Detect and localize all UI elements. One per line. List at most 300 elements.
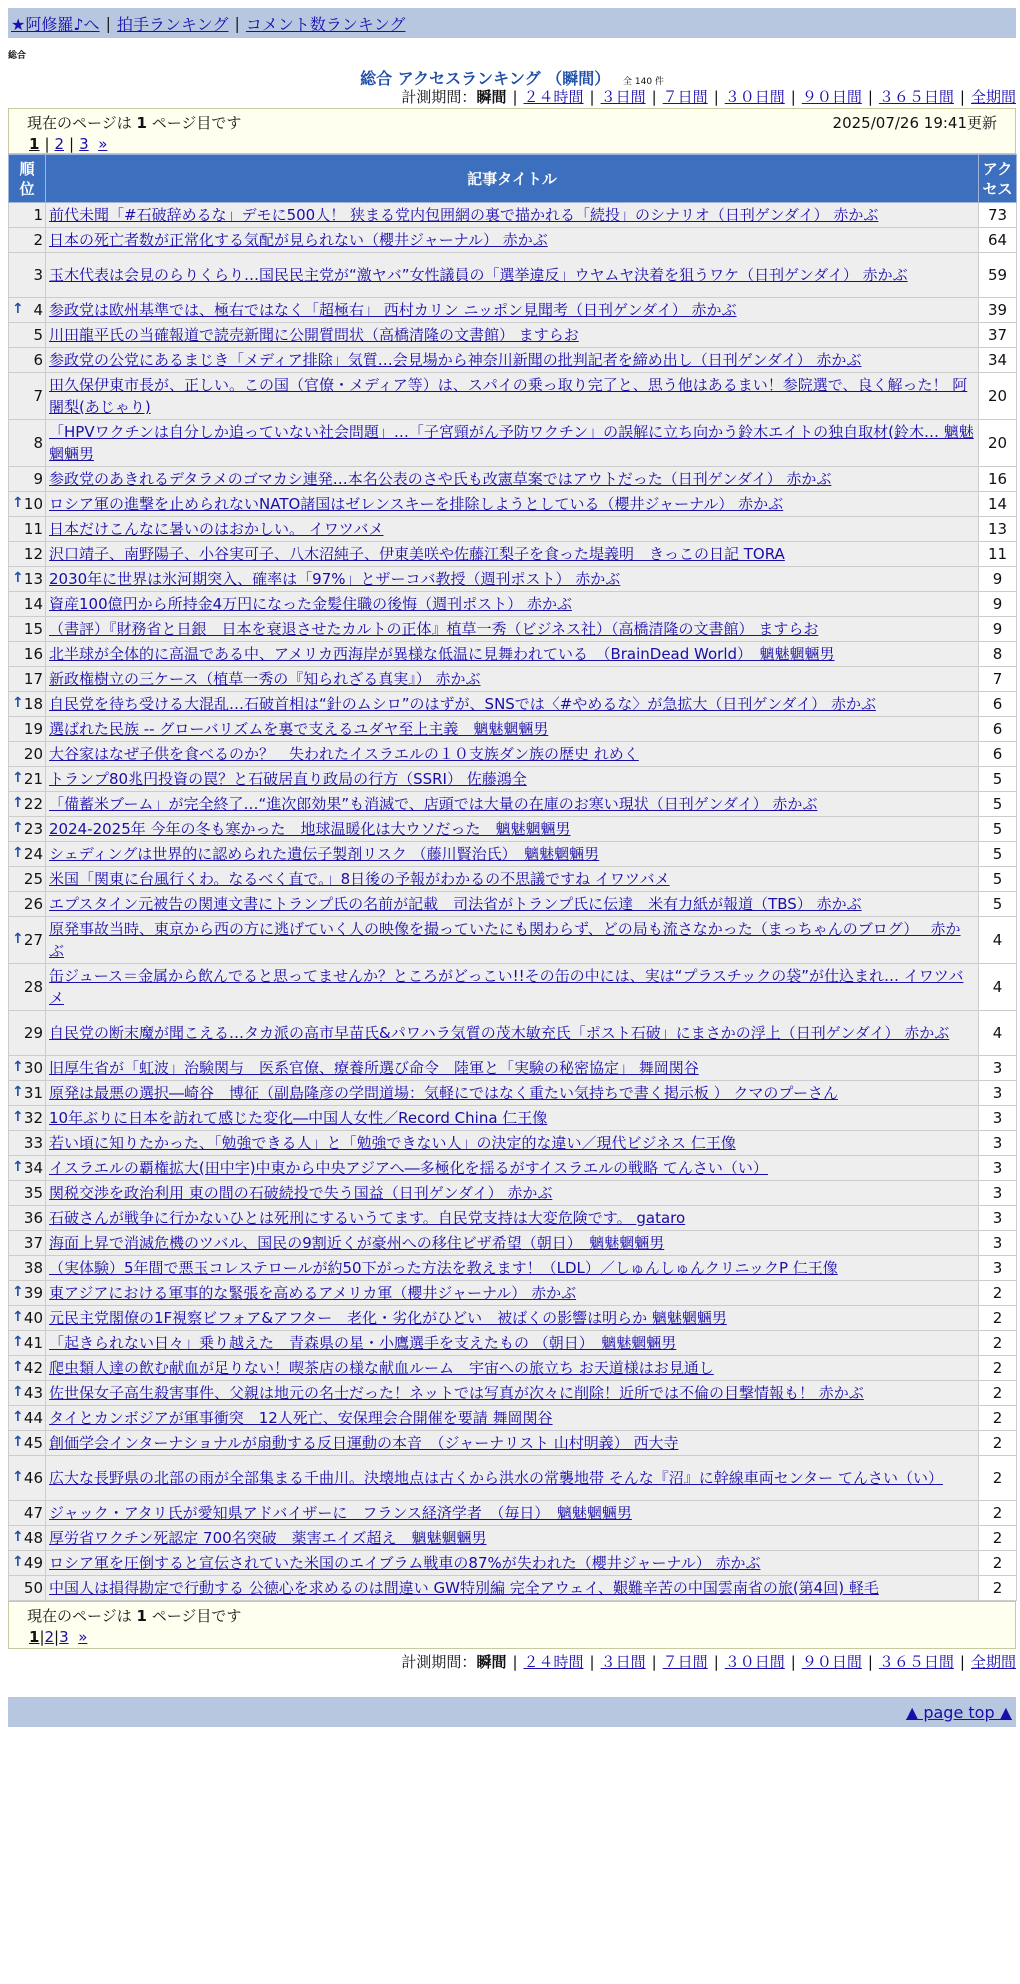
title-cell <box>46 867 979 892</box>
access-count: 2 <box>979 1431 1017 1456</box>
page-link[interactable]: 2 <box>44 1628 55 1646</box>
table-row <box>9 420 1017 467</box>
table-row <box>9 1306 1017 1331</box>
access-count: 5 <box>979 817 1017 842</box>
rank-cell <box>9 1331 46 1356</box>
pagination-box-top <box>8 108 1016 154</box>
rank-up-arrow-icon: ↑ <box>12 1084 24 1100</box>
article-link[interactable]: ロシア軍の進撃を止められないNATO諸国はゼレンスキーを排除しようとしている（櫻井ジャーナル） 赤かぶ <box>49 495 784 513</box>
table-row <box>9 817 1017 842</box>
rank-cell <box>9 567 46 592</box>
title-cell <box>46 467 979 492</box>
article-link[interactable]: 広大な長野県の北部の雨が全部集まる千曲川。決壊地点は古くから洪水の常襲地帯 そんな『沼』に幹線車両センター てんさい（い） <box>49 1469 943 1487</box>
article-link[interactable]: 関税交渉を政治利用 東の間の石破続投で失う国益（日刊ゲンダイ） 赤かぶ <box>49 1184 553 1202</box>
article-link[interactable]: 2030年に世界は氷河期突入、確率は「97%」とザーコバ教授（週刊ポスト） 赤かぶ <box>49 570 621 588</box>
table-row <box>9 842 1017 867</box>
article-link[interactable]: ロシア軍を圧倒すると宣伝されていた米国のエイブラム戦車の87%が失われた（櫻井ジャーナル） 赤かぶ <box>49 1554 761 1572</box>
title-cell <box>46 1181 979 1206</box>
access-header: アク セス <box>979 155 1017 203</box>
title-cell <box>46 323 979 348</box>
pager-separator: | <box>69 135 75 153</box>
rank-up-arrow-icon: ↑ <box>12 1384 24 1400</box>
table-row <box>9 1331 1017 1356</box>
rank-number: 22 <box>23 795 43 813</box>
page-title-line <box>8 66 1016 86</box>
access-count: 2 <box>979 1331 1017 1356</box>
rank-header: 順 位 <box>9 155 46 203</box>
page-link[interactable]: 3 <box>79 135 89 153</box>
comment-ranking-link[interactable]: コメント数ランキング <box>245 14 406 34</box>
title-header: 記事タイトル <box>46 155 979 203</box>
rank-number: 25 <box>23 870 43 888</box>
article-link[interactable]: 原発事故当時、東京から西の方に逃げていく人の映像を撮っていたにも関わらず、どの局も流さなかった（まっちゃんのブログ） 赤かぶ <box>49 920 961 960</box>
article-link[interactable]: エプスタイン元被告の関連文書にトランプ氏の名前が記載 司法省がトランプ氏に伝達 米有力紙が報道（TBS） 赤かぶ <box>49 895 862 913</box>
rank-cell <box>9 717 46 742</box>
table-row <box>9 492 1017 517</box>
rank-number: 49 <box>23 1554 43 1572</box>
article-link[interactable]: 中国人は損得勘定で行動する 公徳心を求めるのは間違い GW特別編 完全アウェイ、艱難辛苦の中国雲南省の旅(第4回) 軽毛 <box>49 1579 879 1597</box>
article-link[interactable]: トランプ80兆円投資の罠？と石破居直り政局の行方（SSRI） 佐藤鴻全 <box>49 770 527 788</box>
article-link[interactable]: 海面上昇で消滅危機のツバル、国民の9割近くが豪州への移住ビザ希望（朝日） 魑魅魍魎男 <box>49 1234 665 1252</box>
title-cell <box>46 842 979 867</box>
article-link[interactable]: 田久保伊東市長が、正しい。この国（官僚・メディア等）は、スパイの乗っ取り完了と、思う他はあるまい！参院選で、良く解った！ 阿闍梨(あじゃり) <box>49 376 968 416</box>
table-row <box>9 792 1017 817</box>
title-cell <box>46 1431 979 1456</box>
article-link[interactable]: イスラエルの覇権拡大(田中宇)中東から中央アジアへ―多極化を揺るがすイスラエルの戦略 てんさい（い） <box>49 1159 768 1177</box>
table-row <box>9 964 1017 1011</box>
rank-number: 19 <box>23 720 43 738</box>
title-cell <box>46 542 979 567</box>
rank-up-arrow-icon: ↑ <box>12 1434 24 1450</box>
rank-cell <box>9 1526 46 1551</box>
rank-cell <box>9 253 46 298</box>
rank-up-arrow-icon: ↑ <box>12 301 24 317</box>
table-row <box>9 742 1017 767</box>
access-count: 2 <box>979 1526 1017 1551</box>
access-count: 13 <box>979 517 1017 542</box>
title-cell <box>46 373 979 420</box>
access-count: 2 <box>979 1576 1017 1601</box>
title-cell <box>46 667 979 692</box>
rank-number: 15 <box>23 620 43 638</box>
rank-cell <box>9 742 46 767</box>
rank-number: 39 <box>23 1284 43 1302</box>
period-link[interactable]: ３日間 <box>600 1653 646 1671</box>
pager <box>27 134 997 154</box>
rank-number: 34 <box>23 1159 43 1177</box>
title-cell <box>46 592 979 617</box>
title-cell <box>46 1406 979 1431</box>
rank-cell <box>9 420 46 467</box>
article-link[interactable]: 参政党のあきれるデタラメのゴマカシ連発…本名公表のさや氏も改憲草案ではアウトだった（日刊ゲンダイ） 赤かぶ <box>49 470 832 488</box>
rank-up-arrow-icon: ↑ <box>12 931 24 947</box>
rank-number: 8 <box>33 434 43 452</box>
article-link[interactable]: 自民党の断末魔が聞こえる…タカ派の高市早苗氏&パワハラ気質の茂木敏充氏「ポスト石破」にまさかの浮上（日刊ゲンダイ） 赤かぶ <box>49 1024 950 1042</box>
next-page-link[interactable]: » <box>98 135 108 153</box>
rank-number: 5 <box>33 326 43 344</box>
rank-number: 7 <box>33 387 43 405</box>
access-count: 8 <box>979 642 1017 667</box>
rank-cell <box>9 892 46 917</box>
period-separator: | <box>651 88 657 106</box>
access-count: 2 <box>979 1551 1017 1576</box>
period-link[interactable]: 全期間 <box>970 1653 1016 1671</box>
table-row <box>9 1356 1017 1381</box>
rank-number: 42 <box>23 1359 43 1377</box>
article-link[interactable]: 厚労省ワクチン死認定 700名突破 薬害エイズ超え 魑魅魍魎男 <box>49 1529 487 1547</box>
rank-cell <box>9 1181 46 1206</box>
rank-number: 32 <box>23 1109 43 1127</box>
title-cell <box>46 1081 979 1106</box>
rank-up-arrow-icon: ↑ <box>12 1334 24 1350</box>
title-cell <box>46 692 979 717</box>
rank-up-arrow-icon: ↑ <box>12 820 24 836</box>
title-cell <box>46 1551 979 1576</box>
rank-number: 45 <box>23 1434 43 1452</box>
table-row <box>9 1231 1017 1256</box>
period-link[interactable]: ３０日間 <box>724 1653 785 1671</box>
access-count: 6 <box>979 717 1017 742</box>
title-cell <box>46 892 979 917</box>
period-link[interactable]: ７日間 <box>662 1653 708 1671</box>
period-separator: | <box>512 88 518 106</box>
current-page-text: 現在のページは 1 ページ目です <box>27 114 242 132</box>
period-link[interactable]: ９０日間 <box>801 1653 862 1671</box>
access-count: 6 <box>979 742 1017 767</box>
title-cell <box>46 1381 979 1406</box>
table-row <box>9 1431 1017 1456</box>
article-link[interactable]: 佐世保女子高生殺害事件、父親は地元の名士だった！ネットでは写真が次々に削除！近所では不倫の目撃情報も！ 赤かぶ <box>49 1384 864 1402</box>
period-link[interactable]: ２４時間 <box>523 88 584 106</box>
article-link[interactable]: （書評）『財務省と日銀 日本を衰退させたカルトの正体』植草一秀（ビジネス社）（高橋清隆の文書館） ますらお <box>49 620 819 638</box>
article-link[interactable]: 玉木代表は会見のらりくらり…国民民主党が“激ヤバ”女性議員の「選挙違反」ウヤムヤ決着を狙うワケ（日刊ゲンダイ） 赤かぶ <box>49 266 908 284</box>
period-link[interactable]: 全期間 <box>970 88 1016 106</box>
article-link[interactable]: タイとカンボジアが軍事衝突 12人死亡、安保理会合開催を要請 舞岡関谷 <box>49 1409 553 1427</box>
article-link[interactable]: 参政党の公党にあるまじき「メディア排除」気質…会見場から神奈川新聞の批判記者を締め出し（日刊ゲンダイ） 赤かぶ <box>49 351 862 369</box>
title-cell <box>46 792 979 817</box>
page-title: 総合 アクセスランキング （瞬間） <box>360 69 611 88</box>
title-cell <box>46 1281 979 1306</box>
access-count: 3 <box>979 1056 1017 1081</box>
rank-cell <box>9 373 46 420</box>
article-link[interactable]: 爬虫類人達の飲む献血が足りない！喫茶店の様な献血ルーム 宇宙への旅立ち お天道様はお見通し <box>49 1359 714 1377</box>
table-row <box>9 567 1017 592</box>
page-link[interactable]: 3 <box>59 1628 69 1646</box>
rank-cell <box>9 792 46 817</box>
period-separator: | <box>589 1653 595 1671</box>
title-cell <box>46 1356 979 1381</box>
rank-up-arrow-icon: ↑ <box>12 1109 24 1125</box>
access-count: 3 <box>979 1081 1017 1106</box>
access-count: 2 <box>979 1456 1017 1501</box>
article-link[interactable]: 「備蓄米ブーム」が完全終了…“進次郎効果”も消滅で、店頭では大量の在庫のお寒い現状（日刊ゲンダイ） 赤かぶ <box>49 795 818 813</box>
pager-separator: | <box>54 1628 60 1646</box>
nav-separator: | <box>105 13 111 33</box>
rank-number: 30 <box>23 1059 43 1077</box>
rank-cell <box>9 964 46 1011</box>
rank-cell <box>9 1551 46 1576</box>
home-link[interactable]: ★阿修羅♪へ <box>11 14 100 34</box>
rank-number: 28 <box>23 978 43 996</box>
title-cell <box>46 1206 979 1231</box>
title-cell <box>46 1056 979 1081</box>
article-link[interactable]: 日本だけこんなに暑いのはおかしい。 イワツバメ <box>49 520 384 538</box>
rank-cell <box>9 1431 46 1456</box>
article-link[interactable]: 元民主党閣僚の1F視察ビフォア&アフター 老化・劣化がひどい 被ばくの影響は明らか 魑魅魍魎男 <box>49 1309 727 1327</box>
next-page-link[interactable]: » <box>78 1628 88 1646</box>
rank-number: 21 <box>23 770 43 788</box>
table-row <box>9 253 1017 298</box>
table-row <box>9 892 1017 917</box>
period-label: 計測期間： <box>401 1653 477 1671</box>
period-selector <box>8 86 1016 108</box>
period-link[interactable]: ３０日間 <box>724 88 785 106</box>
rank-number: 17 <box>23 670 43 688</box>
rank-cell <box>9 767 46 792</box>
access-count: 3 <box>979 1206 1017 1231</box>
rank-number: 50 <box>23 1579 43 1597</box>
table-row <box>9 917 1017 964</box>
rank-number: 48 <box>23 1529 43 1547</box>
title-cell <box>46 228 979 253</box>
rank-number: 31 <box>23 1084 43 1102</box>
period-link[interactable]: ３６５日間 <box>878 88 954 106</box>
rank-number: 47 <box>23 1504 43 1522</box>
table-row <box>9 1501 1017 1526</box>
rank-number: 1 <box>33 206 43 224</box>
access-count: 2 <box>979 1356 1017 1381</box>
rank-cell <box>9 542 46 567</box>
rank-up-arrow-icon: ↑ <box>12 495 24 511</box>
period-separator: | <box>512 1653 518 1671</box>
title-cell <box>46 1526 979 1551</box>
rank-number: 10 <box>23 495 43 513</box>
rank-cell <box>9 492 46 517</box>
rank-cell <box>9 1576 46 1601</box>
period-link[interactable]: ９０日間 <box>801 88 862 106</box>
rank-cell <box>9 467 46 492</box>
period-selector-bottom <box>8 1651 1016 1673</box>
rank-cell <box>9 1456 46 1501</box>
rank-cell <box>9 867 46 892</box>
title-cell <box>46 1156 979 1181</box>
period-separator: | <box>790 88 796 106</box>
rank-number: 16 <box>23 645 43 663</box>
rank-up-arrow-icon: ↑ <box>12 1469 24 1485</box>
period-separator: | <box>867 88 873 106</box>
table-row <box>9 592 1017 617</box>
total-count: 全 140 件 <box>623 77 664 87</box>
title-cell <box>46 1331 979 1356</box>
access-count: 3 <box>979 1131 1017 1156</box>
rank-up-arrow-icon: ↑ <box>12 1554 24 1570</box>
table-row <box>9 1281 1017 1306</box>
table-row <box>9 203 1017 228</box>
rank-cell <box>9 1156 46 1181</box>
article-link[interactable]: 米国「関東に台風行くわ。なるべく直で。」8日後の予報がわかるの不思議ですね イワツバメ <box>49 870 670 888</box>
article-link[interactable]: 缶ジュース＝金属から飲んでると思ってませんか？ところがどっこい!!その缶の中には、実は“プラスチックの袋”が仕込まれ… イワツバメ <box>49 967 964 1007</box>
pager-bottom <box>27 1627 997 1647</box>
rank-up-arrow-icon: ↑ <box>12 570 24 586</box>
access-count: 9 <box>979 617 1017 642</box>
article-link[interactable]: 「HPVワクチンは自分しか追っていない社会問題」…「子宮頸がん予防ワクチン」の誤解に立ち向かう鈴木エイトの独自取材(鈴木… 魑魅魍魎男 <box>49 423 974 463</box>
rank-number: 36 <box>23 1209 43 1227</box>
access-count: 2 <box>979 1406 1017 1431</box>
article-link[interactable]: 若い頃に知りたかった、「勉強できる人」と「勉強できない人」の決定的な違い／現代ビジネス 仁王像 <box>49 1134 736 1152</box>
access-count: 2 <box>979 1281 1017 1306</box>
article-link[interactable]: 自民党を待ち受ける大混乱…石破首相は“針のムシロ”のはずが、SNSでは〈#やめるな〉が急拡大（日刊ゲンダイ） 赤かぶ <box>49 695 876 713</box>
table-row <box>9 1526 1017 1551</box>
article-link[interactable]: 石破さんが戦争に行かないひとは死刑にするいうてます。自民党支持は大変危険です。 gataro <box>49 1209 686 1227</box>
rank-number: 40 <box>23 1309 43 1327</box>
rank-cell <box>9 1356 46 1381</box>
rank-number: 35 <box>23 1184 43 1202</box>
rank-up-arrow-icon: ↑ <box>12 1359 24 1375</box>
rank-number: 38 <box>23 1259 43 1277</box>
access-count: 5 <box>979 892 1017 917</box>
access-count: 14 <box>979 492 1017 517</box>
rank-number: 6 <box>33 351 43 369</box>
rank-cell <box>9 228 46 253</box>
access-count: 5 <box>979 842 1017 867</box>
access-count: 7 <box>979 667 1017 692</box>
rank-cell <box>9 1106 46 1131</box>
article-link[interactable]: 新政権樹立の三ケース（植草一秀の『知られざる真実』） 赤かぶ <box>49 670 481 688</box>
top-nav <box>8 8 1016 38</box>
article-link[interactable]: 大谷家はなぜ子供を食べるのか？ 失われたイスラエルの１０支族ダン族の歴史 れめく <box>49 745 639 763</box>
period-current: 瞬間 <box>476 1653 507 1671</box>
article-link[interactable]: 旧厚生省が「虹波」治験関与 医系官僚、療養所選び命令 陸軍と「実験の秘密協定」 舞岡関谷 <box>49 1059 699 1077</box>
rank-cell <box>9 842 46 867</box>
title-cell <box>46 742 979 767</box>
rank-number: 37 <box>23 1234 43 1252</box>
title-cell <box>46 203 979 228</box>
rank-number: 27 <box>23 931 43 949</box>
table-row <box>9 1056 1017 1081</box>
table-row <box>9 1181 1017 1206</box>
article-link[interactable]: シェディングは世界的に認められた遺伝子製剤リスク （藤川賢治氏） 魑魅魍魎男 <box>49 845 600 863</box>
article-link[interactable]: 選ばれた民族 -- グローバリズムを裏で支えるユダヤ至上主義 魑魅魍魎男 <box>49 720 549 738</box>
nav-separator: | <box>234 13 240 33</box>
period-link[interactable]: ３日間 <box>600 88 646 106</box>
article-link[interactable]: 「起きられない日々」乗り越えた 青森県の星・小鷹選手を支えたもの （朝日） 魑魅魍魎男 <box>49 1334 677 1352</box>
table-row <box>9 1081 1017 1106</box>
article-link[interactable]: ジャック・アタリ氏が愛知県アドバイザーに フランス経済学者 （毎日） 魑魅魍魎男 <box>49 1504 632 1522</box>
page-top-link[interactable]: ▲ page top ▲ <box>905 1702 1012 1722</box>
article-link[interactable]: 沢口靖子、南野陽子、小谷実可子、八木沼純子、伊東美咲や佐藤江梨子を食った堤義明 きっこの日記 TORA <box>49 545 785 563</box>
table-row <box>9 767 1017 792</box>
title-cell <box>46 348 979 373</box>
access-count: 5 <box>979 767 1017 792</box>
rank-cell <box>9 298 46 323</box>
period-current: 瞬間 <box>476 88 507 106</box>
title-cell <box>46 1231 979 1256</box>
rank-cell <box>9 1231 46 1256</box>
period-link[interactable]: ３６５日間 <box>878 1653 954 1671</box>
title-cell <box>46 767 979 792</box>
rank-up-arrow-icon: ↑ <box>12 770 24 786</box>
article-link[interactable]: 前代未聞「#石破辞めるな」デモに500人！ 狭まる党内包囲網の裏で描かれる「続投」のシナリオ（日刊ゲンダイ） 赤かぶ <box>49 206 879 224</box>
rank-up-arrow-icon: ↑ <box>12 1059 24 1075</box>
rank-cell <box>9 642 46 667</box>
title-cell <box>46 517 979 542</box>
table-row <box>9 1456 1017 1501</box>
rank-number: 29 <box>23 1024 43 1042</box>
updated-timestamp: 2025/07/26 19:41更新 <box>832 114 997 132</box>
rank-cell <box>9 517 46 542</box>
table-row <box>9 867 1017 892</box>
title-cell <box>46 617 979 642</box>
rank-cell <box>9 1406 46 1431</box>
access-count: 2 <box>979 1381 1017 1406</box>
rank-number: 46 <box>23 1469 43 1487</box>
page-link[interactable]: 2 <box>54 135 65 153</box>
clap-ranking-link[interactable]: 拍手ランキング <box>116 14 229 34</box>
title-cell <box>46 420 979 467</box>
rank-up-arrow-icon: ↑ <box>12 695 24 711</box>
table-row <box>9 1206 1017 1231</box>
rank-number: 4 <box>33 301 43 319</box>
article-link[interactable]: 参政党は欧州基準では、極右ではなく「超極右」 西村カリン ニッポン見聞考（日刊ゲンダイ） 赤かぶ <box>49 301 737 319</box>
rank-up-arrow-icon: ↑ <box>12 1409 24 1425</box>
period-separator: | <box>959 1653 965 1671</box>
period-link[interactable]: ７日間 <box>662 88 708 106</box>
article-link[interactable]: 原発は最悪の選択―崎谷 博征（副島隆彦の学問道場：気軽にではなく重たい気持ちで書く掲示板 ） クマのプーさん <box>49 1084 838 1102</box>
title-cell <box>46 1306 979 1331</box>
rank-up-arrow-icon: ↑ <box>12 1284 24 1300</box>
access-count: 16 <box>979 467 1017 492</box>
title-cell <box>46 1256 979 1281</box>
rank-number: 14 <box>23 595 43 613</box>
rank-number: 24 <box>23 845 43 863</box>
access-count: 5 <box>979 867 1017 892</box>
access-count: 4 <box>979 917 1017 964</box>
rank-cell <box>9 1056 46 1081</box>
pagination-box-bottom <box>8 1601 1016 1649</box>
title-cell <box>46 492 979 517</box>
access-count: 11 <box>979 542 1017 567</box>
article-link[interactable]: 創価学会インターナショナルが扇動する反日運動の本音 （ジャーナリスト 山村明義） 西大寺 <box>49 1434 679 1452</box>
article-link[interactable]: 資産100億円から所持金4万円になった金髪住職の後悔（週刊ポスト） 赤かぶ <box>49 595 572 613</box>
article-link[interactable]: 10年ぶりに日本を訪れて感じた変化―中国人女性／Record China 仁王像 <box>49 1109 548 1127</box>
pager-separator: | <box>39 1628 45 1646</box>
rank-cell <box>9 817 46 842</box>
rank-cell <box>9 1501 46 1526</box>
title-cell <box>46 298 979 323</box>
access-count: 9 <box>979 592 1017 617</box>
rank-cell <box>9 203 46 228</box>
access-count: 73 <box>979 203 1017 228</box>
rank-up-arrow-icon: ↑ <box>12 1309 24 1325</box>
access-count: 6 <box>979 692 1017 717</box>
article-link[interactable]: 2024-2025年 今年の冬も寒かった 地球温暖化は大ウソだった 魑魅魍魎男 <box>49 820 571 838</box>
rank-cell <box>9 1011 46 1056</box>
article-link[interactable]: 川田龍平氏の当確報道で読売新聞に公開質問状（高橋清隆の文書館） ますらお <box>49 326 579 344</box>
article-link[interactable]: （実体験）5年間で悪玉コレステロールが約50下がった方法を教えます！（LDL）／しゅんしゅんクリニックP 仁王像 <box>49 1259 838 1277</box>
period-link[interactable]: ２４時間 <box>523 1653 584 1671</box>
rank-cell <box>9 617 46 642</box>
article-link[interactable]: 日本の死亡者数が正常化する気配が見られない（櫻井ジャーナル） 赤かぶ <box>49 231 548 249</box>
title-cell <box>46 1131 979 1156</box>
title-cell <box>46 1011 979 1056</box>
rank-cell <box>9 592 46 617</box>
table-row <box>9 1011 1017 1056</box>
rank-cell <box>9 1206 46 1231</box>
access-count: 3 <box>979 1106 1017 1131</box>
article-link[interactable]: 東アジアにおける軍事的な緊張を高めるアメリカ軍（櫻井ジャーナル） 赤かぶ <box>49 1284 577 1302</box>
article-link[interactable]: 北半球が全体的に高温である中、アメリカ西海岸が異様な低温に見舞われている （BrainDead World） 魑魅魍魎男 <box>49 645 835 663</box>
table-row <box>9 667 1017 692</box>
